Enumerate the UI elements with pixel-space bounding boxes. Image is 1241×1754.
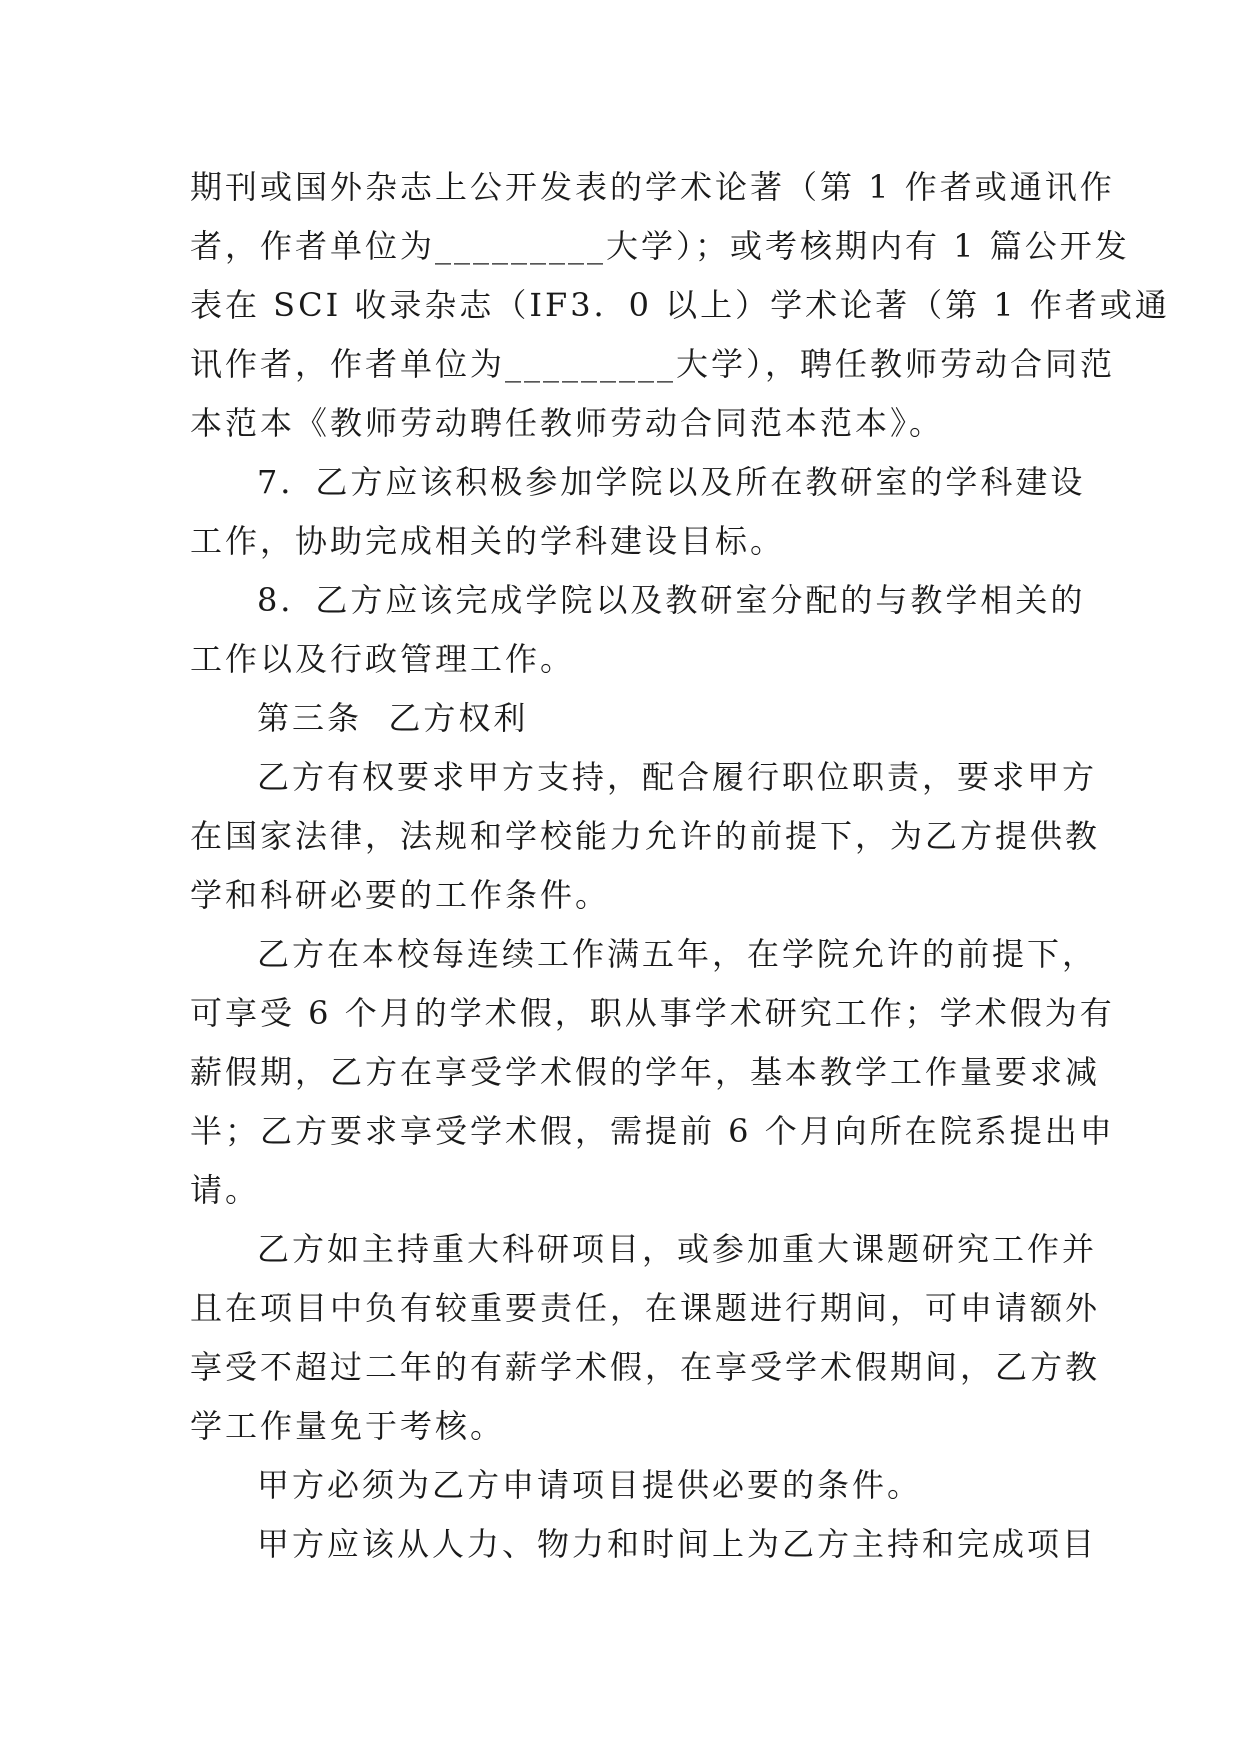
text-line: 本范本《教师劳动聘任教师劳动合同范本范本》。 — [190, 404, 945, 442]
text-line: 者，作者单位为_________大学）；或考核期内有 1 篇公开发 — [190, 227, 1130, 265]
paragraph-2 — [190, 453, 1086, 571]
text-line: 讯作者，作者单位为_________大学），聘任教师劳动合同范 — [190, 345, 1116, 383]
text-line: 在国家法律，法规和学校能力允许的前提下，为乙方提供教 — [190, 817, 1101, 855]
section-heading — [190, 689, 1052, 748]
text-line: 乙方如主持重大科研项目，或参加重大课题研究工作并 — [257, 1230, 1098, 1268]
text-line: 学和科研必要的工作条件。 — [190, 876, 611, 914]
paragraph-3 — [190, 571, 1086, 689]
document-body — [190, 158, 1170, 1574]
paragraph-5 — [190, 748, 1101, 925]
paragraph-9 — [190, 1515, 1098, 1574]
text-line: 8．乙方应该完成学院以及教研室分配的与教学相关的 — [257, 581, 1086, 619]
text-line: 第三条 乙方权利 — [257, 699, 529, 737]
text-line: 7．乙方应该积极参加学院以及所在教研室的学科建设 — [257, 463, 1086, 501]
text-line: 工作以及行政管理工作。 — [190, 640, 576, 678]
text-line: 工作，协助完成相关的学科建设目标。 — [190, 522, 786, 560]
text-line: 甲方必须为乙方申请项目提供必要的条件。 — [257, 1466, 923, 1504]
text-line: 半；乙方要求享受学术假，需提前 6 个月向所在院系提出申 — [190, 1112, 1115, 1150]
text-line: 学工作量免于考核。 — [190, 1407, 506, 1445]
paragraph-7 — [190, 1220, 1101, 1456]
text-line: 乙方有权要求甲方支持，配合履行职位职责，要求甲方 — [257, 758, 1098, 796]
paragraph-1 — [190, 158, 1170, 453]
text-line: 且在项目中负有较重要责任，在课题进行期间，可申请额外 — [190, 1289, 1101, 1327]
text-line: 薪假期，乙方在享受学术假的学年，基本教学工作量要求减 — [190, 1053, 1101, 1091]
text-line: 可享受 6 个月的学术假，职从事学术研究工作；学术假为有 — [190, 994, 1115, 1032]
text-line: 甲方应该从人力、物力和时间上为乙方主持和完成项目 — [257, 1525, 1098, 1563]
paragraph-6 — [190, 925, 1115, 1220]
text-line: 期刊或国外杂志上公开发表的学术论著（第 1 作者或通讯作 — [190, 168, 1115, 206]
text-line: 请。 — [190, 1171, 261, 1209]
text-line: 乙方在本校每连续工作满五年，在学院允许的前提下， — [257, 935, 1098, 973]
paragraph-8 — [190, 1456, 1052, 1515]
text-line: 享受不超过二年的有薪学术假，在享受学术假期间，乙方教 — [190, 1348, 1101, 1386]
text-line: 表在 SCI 收录杂志（IF3．0 以上）学术论著（第 1 作者或通 — [190, 286, 1170, 324]
